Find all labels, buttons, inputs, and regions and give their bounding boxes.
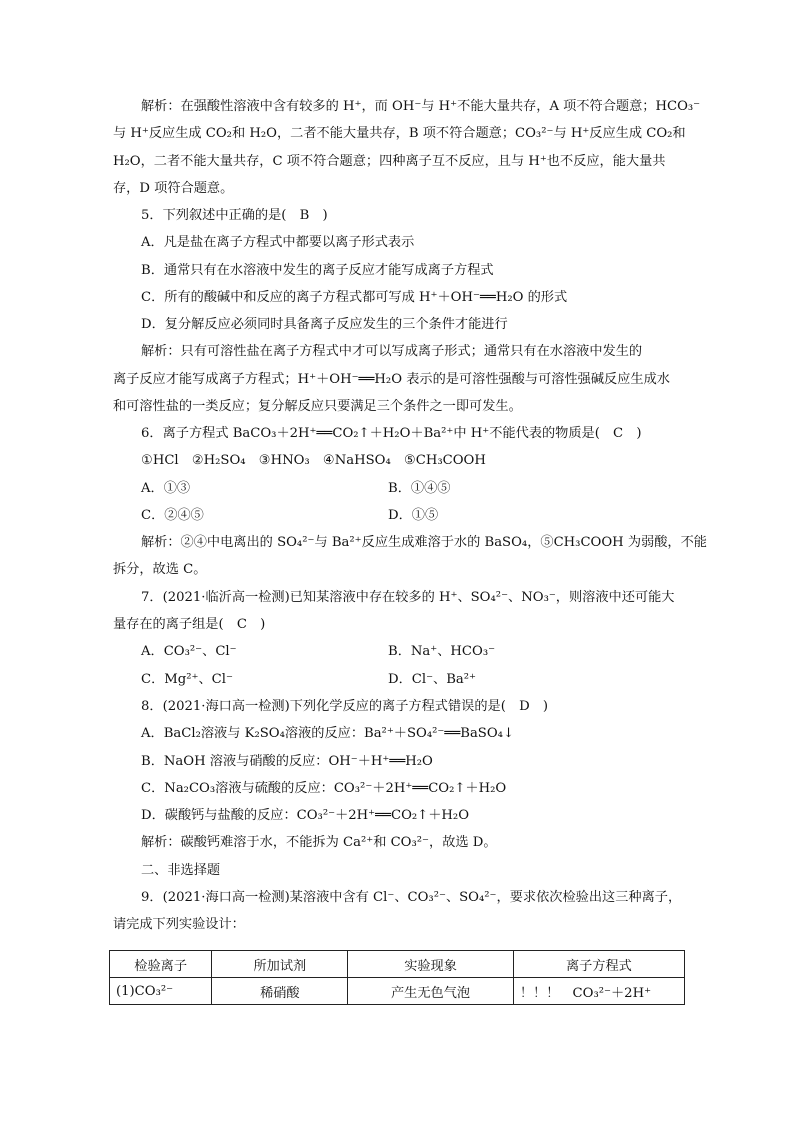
- table-header-cell: 所加试剂: [212, 951, 348, 978]
- question-8-option-b: B．NaOH 溶液与硝酸的反应：OH⁻＋H⁺══H₂O: [141, 754, 433, 769]
- question-7-option-b: B．Na⁺、HCO₃⁻: [388, 644, 496, 659]
- analysis-4-line-3: H₂O，二者不能大量共存，C 项不符合题意；四种离子互不反应，且与 H⁺也不反应，能大量共: [113, 154, 666, 169]
- question-5-option-d: D．复分解反应必须同时具备离子反应发生的三个条件才能进行: [141, 317, 508, 332]
- question-6-stem: 6．离子方程式 BaCO₃＋2H⁺══CO₂↑＋H₂O＋Ba²⁺中 H⁺不能代表的物质是( C ): [141, 426, 642, 441]
- analysis-8: 解析：碳酸钙难溶于水，不能拆为 Ca²⁺和 CO₃²⁻，故选 D。: [141, 835, 497, 850]
- question-8-option-d: D．碳酸钙与盐酸的反应：CO₃²⁻＋2H⁺══CO₂↑＋H₂O: [141, 808, 470, 823]
- table-header-cell: 实验现象: [348, 951, 513, 978]
- question-8-stem: 8．(2021·海口高一检测)下列化学反应的离子方程式错误的是( D ): [141, 699, 548, 714]
- question-8-option-a: A．BaCl₂溶液与 K₂SO₄溶液的反应：Ba²⁺＋SO₄²⁻══BaSO₄↓: [141, 726, 514, 741]
- table-row: [110, 978, 685, 1005]
- table-cell: 稀硝酸: [212, 978, 348, 1005]
- analysis-6-line-2: 拆分，故选 C。: [113, 562, 207, 577]
- analysis-4-line-4: 存，D 项符合题意。: [113, 181, 234, 196]
- question-9-stem-line-1: 9．(2021·海口高一检测)某溶液中含有 Cl⁻、CO₃²⁻、SO₄²⁻，要求依次检验出这三种离子，: [141, 890, 682, 905]
- question-9-stem-line-2: 请完成下列实验设计：: [113, 917, 245, 932]
- question-7-option-c: C．Mg²⁺、Cl⁻: [141, 672, 233, 687]
- analysis-5-line-2: 离子反应才能写成离子方程式；H⁺＋OH⁻══H₂O 表示的是可溶性强酸与可溶性强碱反应生成水: [113, 372, 670, 387]
- question-6-option-d: D．①⑤: [388, 508, 439, 523]
- question-7-option-d: D．Cl⁻、Ba²⁺: [388, 672, 477, 687]
- question-7-stem-line-1: 7．(2021·临沂高一检测)已知某溶液中存在较多的 H⁺、SO₄²⁻、NO₃⁻，则溶液中还可能大: [141, 590, 675, 605]
- question-5-option-a: A．凡是盐在离子方程式中都要以离子形式表示: [141, 235, 415, 250]
- question-7-option-a: A．CO₃²⁻、Cl⁻: [141, 644, 237, 659]
- question-7-stem-line-2: 量存在的离子组是( C ): [113, 617, 266, 632]
- analysis-5-line-3: 和可溶性盐的一类反应；复分解反应只要满足三个条件之一即可发生。: [113, 399, 522, 414]
- question-8-option-c: C．Na₂CO₃溶液与硫酸的反应：CO₃²⁻＋2H⁺══CO₂↑＋H₂O: [141, 781, 507, 796]
- question-5-stem: 5．下列叙述中正确的是( B ): [141, 208, 328, 223]
- table-cell: (1)CO₃²⁻: [110, 978, 212, 1005]
- experiment-table: [109, 950, 685, 1005]
- question-5-option-c: C．所有的酸碱中和反应的离子方程式都可写成 H⁺＋OH⁻══H₂O 的形式: [141, 290, 568, 305]
- analysis-4-line-2: 与 H⁺反应生成 CO₂和 H₂O，二者不能大量共存，B 项不符合题意；CO₃²⁻与 H⁺反应生成 CO₂和: [113, 126, 686, 141]
- analysis-4-line-1: 解析：在强酸性溶液中含有较多的 H⁺，而 OH⁻与 H⁺不能大量共存，A 项不符合题意；HCO₃⁻: [141, 99, 701, 114]
- table-header-row: [110, 951, 685, 978]
- question-5-option-b: B．通常只有在水溶液中发生的离子反应才能写成离子方程式: [141, 263, 494, 278]
- table-header-cell: 检验离子: [110, 951, 212, 978]
- section-heading: 二、非选择题: [141, 863, 221, 878]
- question-6-option-b: B．①④⑤: [388, 481, 451, 496]
- table-cell: ！！！ CO₃²⁻＋2H⁺: [513, 978, 684, 1005]
- analysis-5-line-1: 解析：只有可溶性盐在离子方程式中才可以写成离子形式；通常只有在水溶液中发生的: [141, 344, 643, 359]
- question-6-option-c: C．②④⑤: [141, 508, 204, 523]
- table-cell: 产生无色气泡: [348, 978, 513, 1005]
- question-6-option-a: A．①③: [141, 481, 191, 496]
- question-6-choices: ①HCl ②H₂SO₄ ③HNO₃ ④NaHSO₄ ⑤CH₃COOH: [141, 453, 486, 468]
- table-header-cell: 离子方程式: [513, 951, 684, 978]
- analysis-6-line-1: 解析：②④中电离出的 SO₄²⁻与 Ba²⁺反应生成难溶于水的 BaSO₄，⑤CH₃COOH 为弱酸，不能: [141, 535, 707, 550]
